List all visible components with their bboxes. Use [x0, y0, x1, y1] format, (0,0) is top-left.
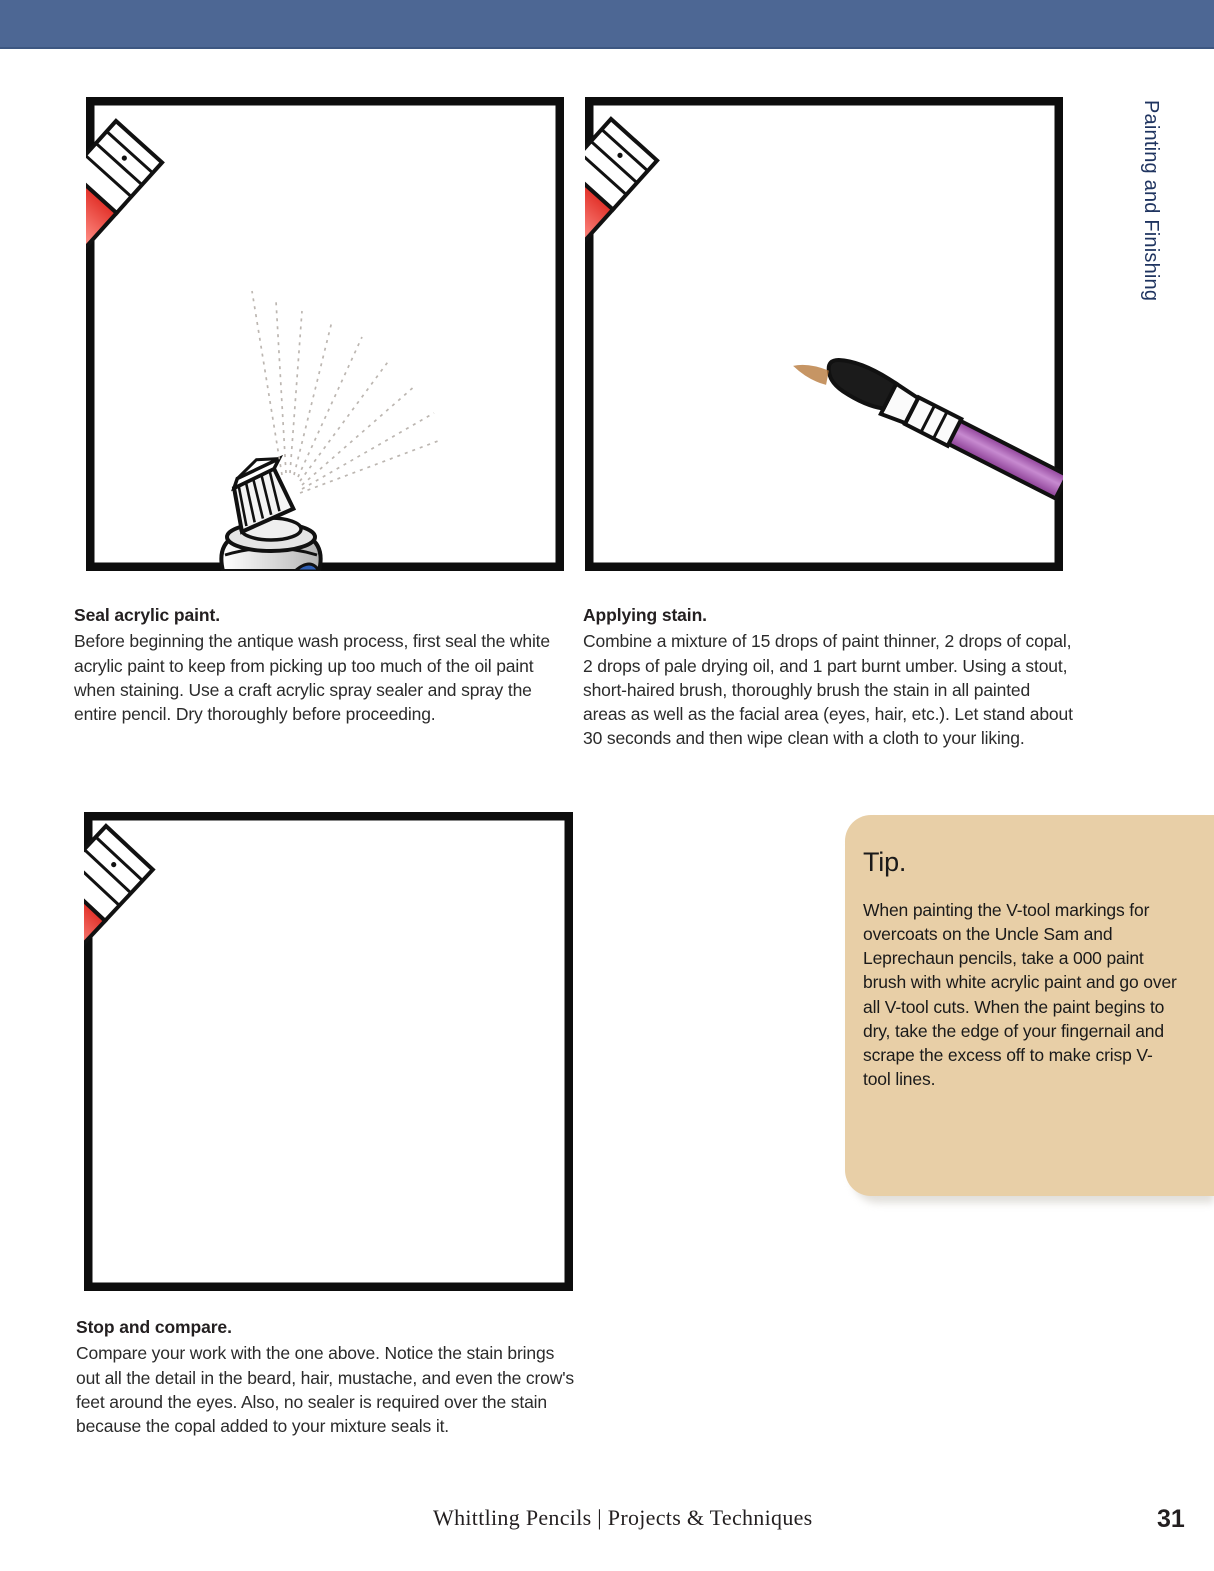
caption-title: Applying stain. [583, 605, 707, 625]
figure-spray-sealer [86, 97, 564, 571]
figure-stained-result-svg [84, 812, 573, 1291]
caption-applying-stain [583, 603, 1075, 750]
caption-title: Stop and compare. [76, 1317, 232, 1337]
page-header-band [0, 0, 1214, 49]
caption-body: Compare your work with the one above. Notice the stain brings out all the detail in the beard, hair, mustache, and even the crow's feet around the eyes. Also, no sealer is required over the stain because the copal added to your mixture seals it. [76, 1343, 575, 1436]
section-tab-label: Painting and Finishing [1140, 100, 1162, 302]
caption-title: Seal acrylic paint. [74, 605, 220, 625]
figure-stained-result [84, 812, 573, 1291]
figure-spray-sealer-svg [86, 97, 564, 571]
tip-title: Tip. [863, 847, 907, 877]
footer-page-number: 31 [1157, 1505, 1185, 1533]
page-footer [0, 1505, 1214, 1545]
caption-body: Before beginning the antique wash process, first seal the white acrylic paint to keep from picking up too much of the oil paint when staining. Use a craft acrylic spray sealer and spray the entire pencil. Dry thoroughly before proceeding. [74, 631, 550, 724]
caption-body: Combine a mixture of 15 drops of paint thinner, 2 drops of copal, 2 drops of pale drying oil, and 1 part burnt umber. Using a stout, short-haired brush, thoroughly brush the stain in all painted areas as well as the facial area (eyes, hair, etc.). Let stand about 30 seconds and then wipe clean with a cloth to your liking. [583, 631, 1073, 748]
figure-applying-stain [585, 97, 1063, 571]
section-tab [1128, 96, 1168, 376]
tip-body: When painting the V-tool markings for overcoats on the Uncle Sam and Leprechaun pencils, take a 000 paint brush with white acrylic paint and go over all V-tool cuts. When the paint begins to dry, take the edge of your fingernail and scrape the excess off to make crisp V-tool lines. [863, 900, 1177, 1089]
caption-seal-acrylic-paint [74, 603, 562, 726]
caption-stop-and-compare [76, 1315, 576, 1438]
figure-applying-stain-svg [585, 97, 1063, 571]
tip-box [845, 815, 1214, 1196]
footer-book-title: Whittling Pencils | Projects & Techniques [433, 1505, 813, 1530]
